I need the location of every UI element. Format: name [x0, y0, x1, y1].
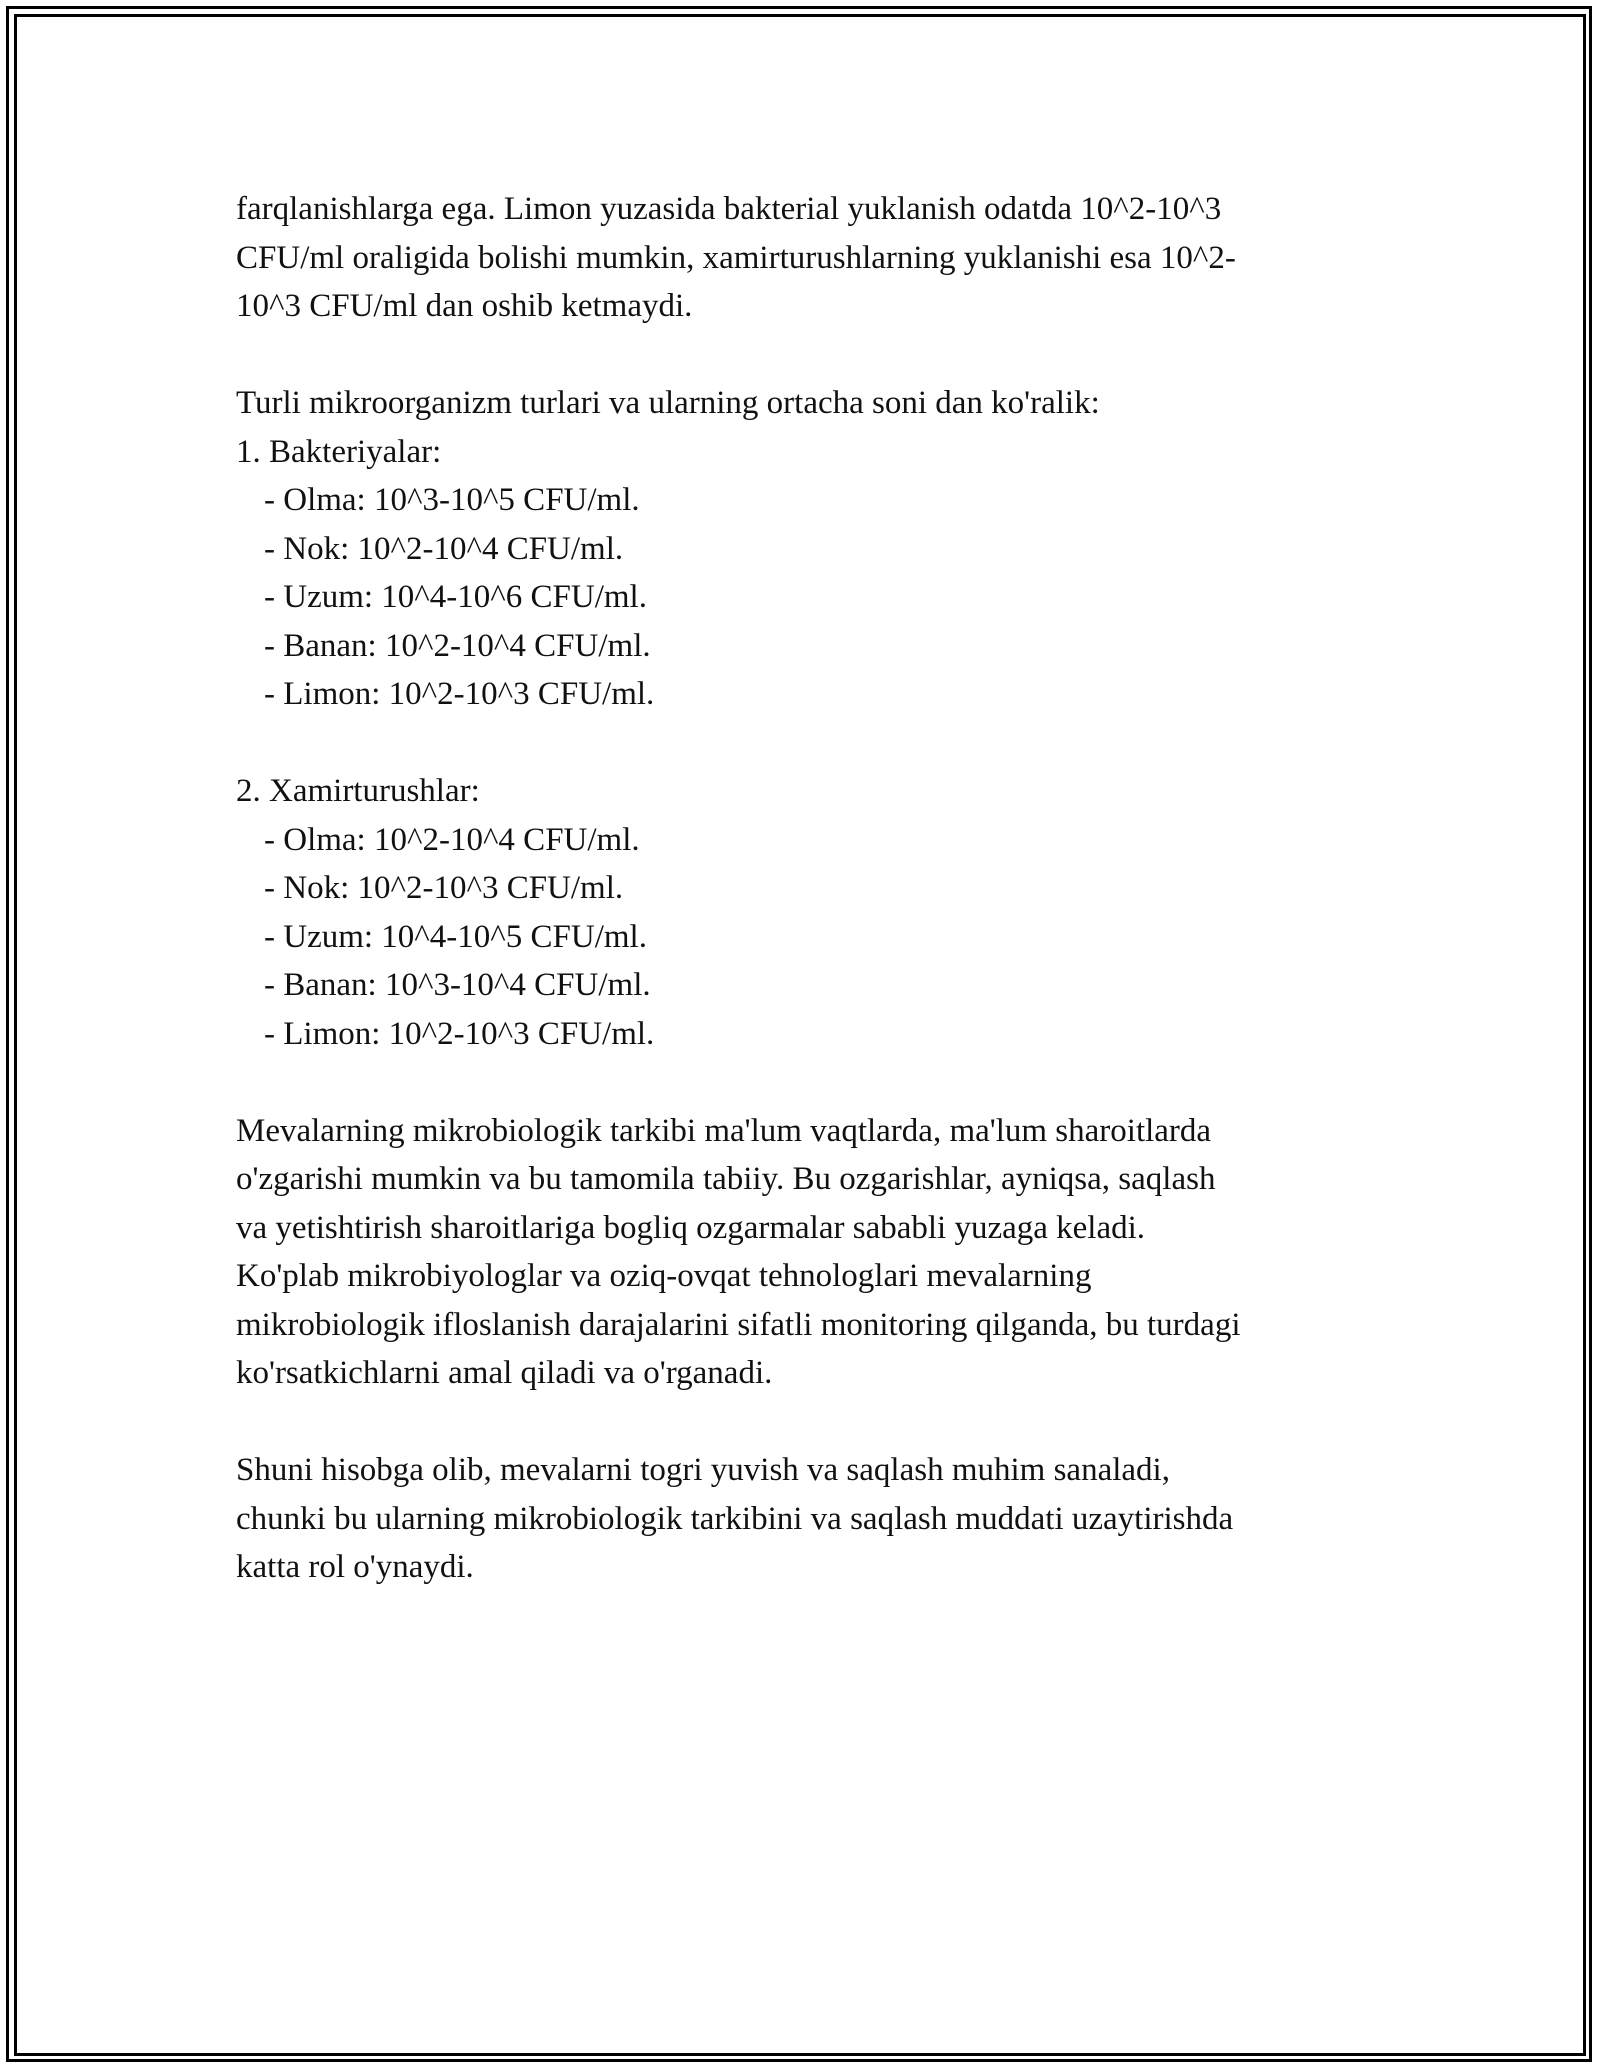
paragraph-gap: [236, 719, 1386, 768]
intro-line: 10^3 CFU/ml dan oshib ketmaydi.: [236, 288, 693, 324]
yeast-heading: 2. Xamirturushlar:: [236, 773, 480, 809]
body-line: va yetishtirish sharoitlariga bogliq ozgarmalar sababli yuzaga keladi.: [236, 1209, 1146, 1246]
closing-line: chunki bu ularning mikrobiologik tarkibini va saqlash muddati uzaytirishda: [236, 1500, 1234, 1537]
yeast-item: - Uzum: 10^4-10^5 CFU/ml.: [264, 918, 647, 955]
body-line: ko'rsatkichlarni amal qiladi va o'rganadi.: [236, 1355, 773, 1391]
bacteria-item: - Limon: 10^2-10^3 CFU/ml.: [264, 676, 655, 712]
yeast-item: - Limon: 10^2-10^3 CFU/ml.: [264, 1015, 655, 1052]
bacteria-item: - Banan: 10^2-10^4 CFU/ml.: [264, 627, 651, 664]
body-line: o'zgarishi mumkin va bu tamomila tabiiy. Bu ozgarishlar, ayniqsa, saqlash: [236, 1161, 1216, 1197]
body-line: mikrobiologik ifloslanish darajalarini sifatli monitoring qilganda, bu turdagi: [236, 1306, 1241, 1343]
closing-line: Shuni hisobga olib, mevalarni togri yuvish va saqlash muhim sanaladi,: [236, 1452, 1170, 1488]
yeast-item: - Olma: 10^2-10^4 CFU/ml.: [264, 821, 640, 858]
bacteria-item: - Nok: 10^2-10^4 CFU/ml.: [264, 530, 624, 567]
body-line: Ko'plab mikrobiyologlar va oziq-ovqat tehnologlari mevalarning: [236, 1258, 1092, 1294]
document-body: [236, 185, 1386, 1592]
paragraph-gap: [236, 1398, 1386, 1447]
yeast-item: - Nok: 10^2-10^3 CFU/ml.: [264, 870, 624, 906]
bacteria-item: - Uzum: 10^4-10^6 CFU/ml.: [264, 579, 647, 615]
list-intro: Turli mikroorganizm turlari va ularning ortacha soni dan ko'ralik:: [236, 385, 1100, 421]
intro-line: farqlanishlarga ega. Limon yuzasida bakterial yuklanish odatda 10^2-10^3: [236, 191, 1222, 227]
paragraph-gap: [236, 1058, 1386, 1107]
paragraph-gap: [236, 331, 1386, 380]
bacteria-heading: 1. Bakteriyalar:: [236, 433, 442, 470]
yeast-item: - Banan: 10^3-10^4 CFU/ml.: [264, 967, 651, 1003]
closing-line: katta rol o'ynaydi.: [236, 1549, 474, 1585]
intro-line: CFU/ml oraligida bolishi mumkin, xamirturushlarning yuklanishi esa 10^2-: [236, 239, 1236, 276]
bacteria-item: - Olma: 10^3-10^5 CFU/ml.: [264, 482, 640, 518]
body-line: Mevalarning mikrobiologik tarkibi ma'lum vaqtlarda, ma'lum sharoitlarda: [236, 1112, 1212, 1149]
